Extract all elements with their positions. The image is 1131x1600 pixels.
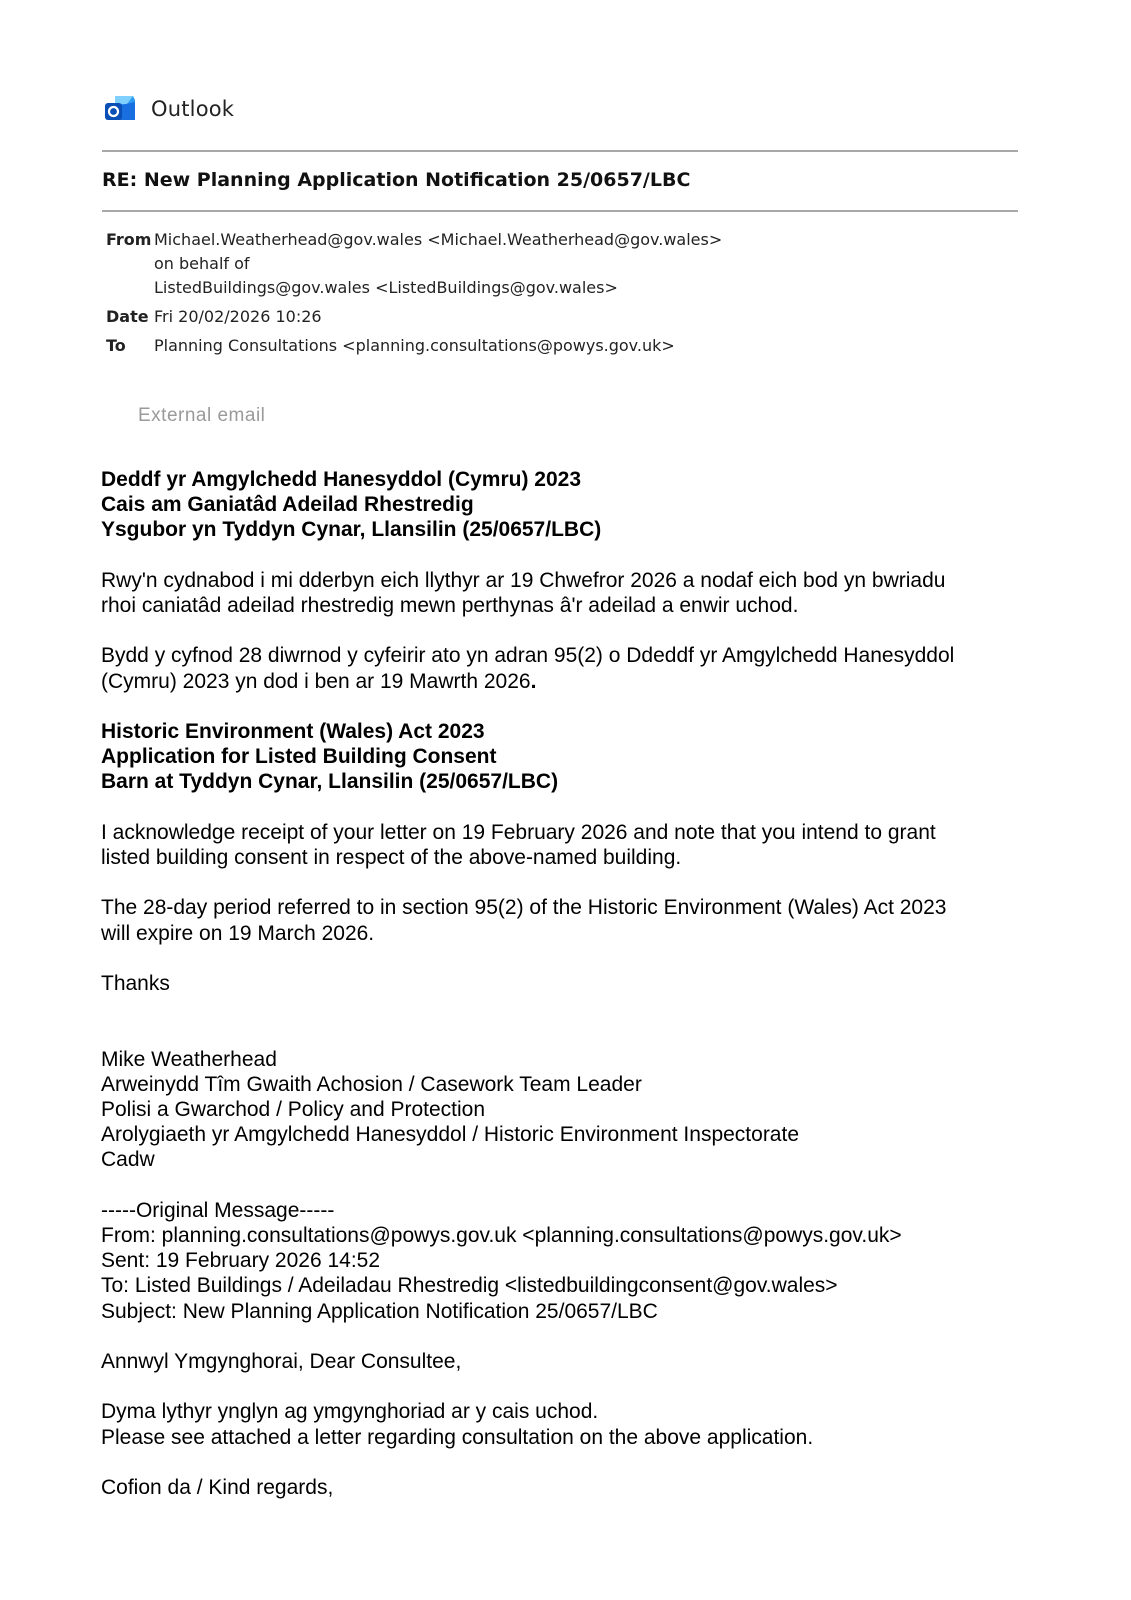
paragraph-line: Dyma lythyr ynglyn ag ymgynghoriad ar y cais uchod.: [101, 1400, 599, 1424]
to-row: [106, 334, 722, 358]
signature-department: Polisi a Gwarchod / Policy and Protection: [101, 1097, 486, 1121]
signature-title: Arweinydd Tîm Gwaith Achosion / Casework Team Leader: [101, 1072, 642, 1096]
external-email-tag: External email: [138, 405, 266, 426]
from-row: [106, 228, 722, 300]
spacer: [101, 1021, 1021, 1046]
paragraph-line: rhoi caniatâd adeilad rhestredig mewn perthynas â'r adeilad a enwir uchod.: [101, 594, 799, 617]
original-to: To: Listed Buildings / Adeiladau Rhestredig <listedbuildingconsent@gov.wales>: [101, 1274, 838, 1298]
date-label: Date: [106, 307, 149, 326]
welsh-heading-line: Ysgubor yn Tyddyn Cynar, Llansilin (25/0657/LBC): [101, 518, 602, 542]
original-sent: Sent: 19 February 2026 14:52: [101, 1249, 381, 1273]
original-message-separator: -----Original Message-----: [101, 1198, 335, 1222]
paragraph-line: The 28-day period referred to in section 95(2) of the Historic Environment (Wales) Act 2023: [101, 896, 947, 920]
closing: Cofion da / Kind regards,: [101, 1475, 334, 1499]
welsh-paragraph-1: [101, 568, 1021, 618]
from-label: From: [106, 230, 152, 249]
thanks-line: Thanks: [101, 971, 170, 995]
signature-body: Cadw: [101, 1148, 155, 1172]
welsh-heading: [101, 467, 1021, 543]
paragraph-line: Rwy'n cydnabod i mi dderbyn eich llythyr ar 19 Chwefror 2026 a nodaf eich bod yn bwriadu: [101, 568, 946, 592]
greeting: Annwyl Ymgynghorai, Dear Consultee,: [101, 1349, 462, 1373]
original-subject: Subject: New Planning Application Notification 25/0657/LBC: [101, 1299, 658, 1323]
from-mailbox: ListedBuildings@gov.wales <ListedBuildings@gov.wales>: [154, 278, 618, 297]
original-body: [101, 1399, 1021, 1449]
bold-period: .: [530, 669, 537, 693]
date-row: [106, 305, 722, 329]
welsh-heading-line: Deddf yr Amgylchedd Hanesyddol (Cymru) 2023: [101, 468, 582, 491]
date-value: Fri 20/02/2026 10:26: [154, 307, 322, 326]
paragraph-line: Bydd y cyfnod 28 diwrnod y cyfeirir ato yn adran 95(2) o Ddeddf yr Amgylchedd Hanesyddol: [101, 644, 955, 668]
paragraph-line: I acknowledge receipt of your letter on 19 February 2026 and note that you intend to grant: [101, 820, 936, 844]
app-name: Outlook: [151, 97, 235, 121]
to-value: Planning Consultations <planning.consultations@powys.gov.uk>: [154, 336, 675, 355]
welsh-heading-line: Cais am Ganiatâd Adeilad Rhestredig: [101, 493, 474, 517]
welsh-paragraph-2: [101, 643, 1021, 693]
paragraph-text: (Cymru) 2023 yn dod i ben ar 19 Mawrth 2026: [101, 669, 531, 693]
paragraph-line: will expire on 19 March 2026.: [101, 921, 375, 945]
from-sender: Michael.Weatherhead@gov.wales <Michael.Weatherhead@gov.wales>: [154, 230, 723, 249]
app-header: [103, 92, 234, 126]
subject-divider: [102, 210, 1018, 212]
paragraph-line: [101, 669, 1021, 694]
signature-organisation: Arolygiaeth yr Amgylchedd Hanesyddol / Historic Environment Inspectorate: [101, 1123, 800, 1147]
original-from: From: planning.consultations@powys.gov.uk <planning.consultations@powys.gov.uk>: [101, 1223, 902, 1247]
from-on-behalf: on behalf of: [154, 254, 250, 273]
email-body: [101, 467, 1021, 1525]
english-paragraph-2: [101, 895, 1021, 945]
signature-block: [101, 1047, 1021, 1173]
signature-name: Mike Weatherhead: [101, 1047, 277, 1071]
header-divider: [102, 150, 1018, 152]
paragraph-line: Please see attached a letter regarding consultation on the above application.: [101, 1425, 814, 1449]
outlook-logo-icon: [103, 92, 137, 126]
email-meta: [106, 228, 722, 358]
english-paragraph-1: [101, 820, 1021, 870]
email-subject: RE: New Planning Application Notification 25/0657/LBC: [102, 169, 691, 191]
english-heading: [101, 719, 1021, 795]
english-heading-line: Application for Listed Building Consent: [101, 745, 497, 769]
paragraph-line: listed building consent in respect of the above-named building.: [101, 845, 682, 869]
original-message-header: [101, 1198, 1021, 1324]
english-heading-line: Barn at Tyddyn Cynar, Llansilin (25/0657/LBC): [101, 770, 559, 794]
to-label: To: [106, 336, 126, 355]
english-heading-line: Historic Environment (Wales) Act 2023: [101, 719, 485, 743]
